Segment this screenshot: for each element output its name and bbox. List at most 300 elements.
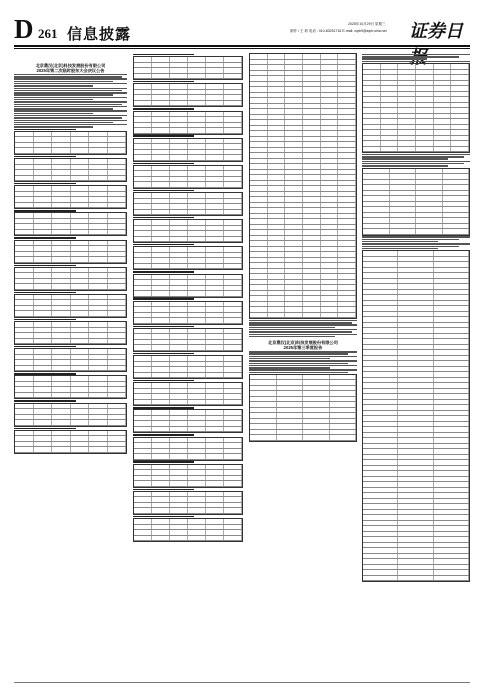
- table-cell: [285, 236, 303, 241]
- table-cell: [303, 93, 321, 98]
- text-line: [249, 320, 357, 321]
- table-cell: [285, 164, 303, 169]
- table-cell: [206, 247, 224, 252]
- table-heading: [133, 271, 194, 272]
- table-cell: [363, 86, 381, 91]
- table-cell: [134, 383, 152, 388]
- table-row: [134, 237, 242, 243]
- table-cell: [15, 148, 34, 153]
- table-cell: [224, 438, 242, 443]
- table-cell: [206, 204, 224, 209]
- table-cell: [250, 236, 268, 241]
- table-cell: [152, 389, 170, 394]
- table-cell: [434, 444, 469, 449]
- table-cell: [52, 306, 71, 311]
- table-cell: [338, 197, 356, 202]
- table-cell: [224, 237, 242, 242]
- table-cell: [224, 182, 242, 187]
- table-cell: [152, 247, 170, 252]
- table-cell: [338, 280, 356, 285]
- table-cell: [434, 339, 469, 344]
- table-cell: [434, 411, 469, 416]
- table-cell: [303, 192, 321, 197]
- table-cell: [268, 203, 286, 208]
- table-cell: [363, 262, 398, 267]
- table-cell: [224, 356, 242, 361]
- table-cell: [398, 81, 416, 86]
- table-cell: [321, 153, 339, 158]
- table-cell: [89, 404, 108, 409]
- table-cell: [71, 382, 90, 387]
- table-cell: [268, 153, 286, 158]
- table-cell: [434, 570, 469, 575]
- table-cell: [52, 192, 71, 197]
- table-cell: [398, 444, 433, 449]
- table-cell: [285, 208, 303, 213]
- table-cell: [108, 322, 127, 327]
- table-cell: [188, 57, 206, 62]
- table-cell: [71, 349, 90, 354]
- table-cell: [224, 101, 242, 106]
- table-cell: [188, 443, 206, 448]
- table-cell: [250, 104, 268, 109]
- table-cell: [152, 237, 170, 242]
- table-cell: [89, 219, 108, 224]
- table-cell: [206, 275, 224, 280]
- table-cell: [398, 262, 433, 267]
- table-cell: [268, 104, 286, 109]
- table-cell: [34, 295, 53, 300]
- table-cell: [363, 548, 398, 553]
- table-cell: [268, 71, 286, 76]
- table-cell: [268, 274, 286, 279]
- table-cell: [321, 225, 339, 230]
- table-cell: [52, 415, 71, 420]
- table-cell: [398, 400, 433, 405]
- table-cell: [303, 98, 321, 103]
- table-cell: [363, 427, 398, 432]
- table-cell: [15, 295, 34, 300]
- table-cell: [434, 147, 452, 152]
- column-4: [362, 53, 470, 678]
- table-cell: [398, 411, 433, 416]
- table-cell: [71, 366, 90, 371]
- table-cell: [224, 199, 242, 204]
- table-cell: [321, 82, 339, 87]
- table-cell: [15, 322, 34, 327]
- table-cell: [224, 476, 242, 481]
- table-cell: [434, 543, 469, 548]
- table-cell: [381, 97, 399, 102]
- table-cell: [250, 380, 277, 385]
- table-cell: [390, 218, 417, 223]
- table-cell: [250, 241, 268, 246]
- table-cell: [303, 430, 330, 435]
- table-cell: [398, 279, 433, 284]
- table-cell: [224, 139, 242, 144]
- table-cell: [224, 155, 242, 160]
- table-heading: [14, 292, 76, 293]
- table-cell: [338, 175, 356, 180]
- table-cell: [277, 397, 304, 402]
- table-cell: [188, 166, 206, 171]
- table-cell: [188, 199, 206, 204]
- table-cell: [170, 101, 188, 106]
- table-cell: [15, 143, 34, 148]
- table-cell: [224, 302, 242, 307]
- table-cell: [134, 123, 152, 128]
- table-cell: [363, 570, 398, 575]
- table-cell: [434, 114, 452, 119]
- table-cell: [188, 90, 206, 95]
- table-cell: [15, 382, 34, 387]
- table-cell: [34, 170, 53, 175]
- table-cell: [34, 252, 53, 257]
- data-table: [133, 382, 243, 406]
- table-cell: [321, 247, 339, 252]
- table-heading: [133, 135, 194, 136]
- table-cell: [303, 170, 321, 175]
- text-line: [249, 331, 352, 332]
- table-cell: [363, 130, 381, 135]
- table-cell: [15, 387, 34, 392]
- table-cell: [268, 98, 286, 103]
- table-cell: [170, 438, 188, 443]
- table-cell: [398, 422, 433, 427]
- table-cell: [451, 119, 469, 124]
- table-row: [15, 311, 126, 317]
- table-cell: [363, 565, 398, 570]
- table-cell: [277, 413, 304, 418]
- table-cell: [206, 334, 224, 339]
- data-table: [133, 246, 243, 270]
- table-cell: [434, 97, 452, 102]
- table-cell: [15, 349, 34, 354]
- table-cell: [34, 387, 53, 392]
- table-cell: [250, 197, 268, 202]
- table-row: [15, 447, 126, 453]
- table-cell: [338, 219, 356, 224]
- table-cell: [250, 93, 268, 98]
- table-cell: [170, 95, 188, 100]
- table-cell: [170, 220, 188, 225]
- table-cell: [52, 197, 71, 202]
- table-cell: [134, 334, 152, 339]
- table-cell: [71, 415, 90, 420]
- table-cell: [170, 356, 188, 361]
- table-cell: [188, 177, 206, 182]
- table-cell: [71, 279, 90, 284]
- table-cell: [206, 291, 224, 296]
- table-cell: [434, 548, 469, 553]
- table-cell: [15, 252, 34, 257]
- table-cell: [15, 159, 34, 164]
- table-cell: [321, 296, 339, 301]
- table-cell: [89, 393, 108, 398]
- table-cell: [250, 208, 268, 213]
- table-cell: [108, 192, 127, 197]
- table-cell: [434, 92, 452, 97]
- text-line: [362, 58, 427, 59]
- table-cell: [398, 477, 433, 482]
- newspaper-logo: 证券日: [409, 21, 463, 42]
- data-table: [133, 274, 243, 298]
- table-cell: [268, 120, 286, 125]
- table-cell: [52, 360, 71, 365]
- table-cell: [15, 219, 34, 224]
- table-cell: [15, 431, 34, 436]
- table-cell: [416, 180, 443, 185]
- table-row: [15, 257, 126, 263]
- table-cell: [398, 510, 433, 515]
- table-cell: [398, 559, 433, 564]
- table-cell: [71, 355, 90, 360]
- table-cell: [15, 333, 34, 338]
- table-cell: [170, 454, 188, 459]
- data-table: [133, 138, 243, 162]
- table-cell: [170, 470, 188, 475]
- table-cell: [170, 182, 188, 187]
- table-cell: [321, 109, 339, 114]
- table-cell: [250, 115, 268, 120]
- table-cell: [170, 536, 188, 541]
- table-cell: [15, 409, 34, 414]
- table-cell: [34, 186, 53, 191]
- table-cell: [134, 394, 152, 399]
- table-cell: [338, 71, 356, 76]
- table-cell: [285, 87, 303, 92]
- table-cell: [321, 98, 339, 103]
- table-heading: [133, 380, 194, 381]
- table-cell: [451, 136, 469, 141]
- table-cell: [134, 220, 152, 225]
- table-cell: [416, 70, 434, 75]
- text-line: [14, 117, 122, 118]
- table-cell: [89, 137, 108, 142]
- table-cell: [224, 443, 242, 448]
- table-cell: [152, 177, 170, 182]
- table-cell: [363, 328, 398, 333]
- table-cell: [321, 170, 339, 175]
- table-cell: [363, 229, 390, 234]
- table-cell: [206, 481, 224, 486]
- table-cell: [52, 300, 71, 305]
- table-cell: [363, 576, 398, 581]
- table-cell: [206, 193, 224, 198]
- table-cell: [134, 367, 152, 372]
- table-cell: [250, 192, 268, 197]
- table-cell: [224, 481, 242, 486]
- table-cell: [303, 203, 321, 208]
- table-cell: [170, 427, 188, 432]
- table-cell: [134, 204, 152, 209]
- table-row: [363, 147, 469, 153]
- table-cell: [89, 306, 108, 311]
- table-cell: [398, 268, 433, 273]
- table-cell: [416, 64, 434, 69]
- table-cell: [363, 460, 398, 465]
- table-cell: [134, 193, 152, 198]
- table-cell: [285, 225, 303, 230]
- table-cell: [434, 559, 469, 564]
- table-cell: [188, 503, 206, 508]
- table-row: [134, 210, 242, 216]
- table-cell: [152, 112, 170, 117]
- table-cell: [134, 155, 152, 160]
- text-line: [362, 61, 470, 62]
- table-cell: [206, 237, 224, 242]
- table-cell: [108, 148, 127, 153]
- text-line: [249, 360, 357, 361]
- table-cell: [434, 301, 469, 306]
- table-cell: [321, 280, 339, 285]
- table-cell: [250, 408, 277, 413]
- table-cell: [134, 253, 152, 258]
- table-cell: [15, 257, 34, 262]
- table-cell: [250, 126, 268, 131]
- table-cell: [250, 203, 268, 208]
- table-cell: [152, 286, 170, 291]
- table-cell: [108, 279, 127, 284]
- table-cell: [170, 204, 188, 209]
- table-cell: [152, 182, 170, 187]
- table-row: [15, 366, 126, 372]
- table-cell: [268, 291, 286, 296]
- table-cell: [52, 257, 71, 262]
- table-cell: [71, 159, 90, 164]
- table-cell: [398, 141, 416, 146]
- table-cell: [71, 143, 90, 148]
- table-cell: [224, 90, 242, 95]
- table-cell: [134, 307, 152, 312]
- table-cell: [268, 296, 286, 301]
- table-cell: [224, 383, 242, 388]
- table-cell: [434, 251, 469, 256]
- table-cell: [434, 488, 469, 493]
- table-cell: [268, 241, 286, 246]
- table-cell: [52, 311, 71, 316]
- table-cell: [363, 323, 398, 328]
- table-cell: [170, 492, 188, 497]
- table-cell: [250, 214, 268, 219]
- table-cell: [398, 433, 433, 438]
- table-cell: [206, 373, 224, 378]
- table-cell: [338, 164, 356, 169]
- table-heading: [133, 461, 194, 462]
- table-cell: [398, 471, 433, 476]
- table-cell: [89, 170, 108, 175]
- table-cell: [224, 280, 242, 285]
- table-cell: [268, 164, 286, 169]
- table-cell: [268, 225, 286, 230]
- table-cell: [363, 554, 398, 559]
- table-cell: [71, 186, 90, 191]
- table-cell: [363, 224, 390, 229]
- table-cell: [330, 408, 357, 413]
- table-cell: [398, 449, 433, 454]
- table-cell: [188, 302, 206, 307]
- table-cell: [89, 203, 108, 208]
- table-cell: [363, 185, 390, 190]
- table-cell: [71, 404, 90, 409]
- table-cell: [224, 519, 242, 524]
- table-cell: [398, 130, 416, 135]
- table-cell: [250, 98, 268, 103]
- table-cell: [134, 171, 152, 176]
- table-cell: [71, 306, 90, 311]
- table-cell: [206, 345, 224, 350]
- table-cell: [303, 313, 321, 318]
- table-cell: [285, 291, 303, 296]
- column-2-body: [133, 54, 243, 542]
- table-cell: [285, 71, 303, 76]
- table-cell: [89, 284, 108, 289]
- table-cell: [108, 333, 127, 338]
- table-cell: [416, 108, 434, 113]
- table-cell: [268, 186, 286, 191]
- table-cell: [188, 63, 206, 68]
- table-cell: [398, 97, 416, 102]
- table-cell: [170, 57, 188, 62]
- table-cell: [188, 383, 206, 388]
- table-cell: [363, 108, 381, 113]
- table-cell: [398, 136, 416, 141]
- table-cell: [52, 322, 71, 327]
- table-heading: [14, 346, 76, 347]
- table-row: [134, 182, 242, 188]
- data-table: [362, 168, 470, 236]
- table-cell: [188, 476, 206, 481]
- data-table: [14, 212, 127, 236]
- table-cell: [152, 334, 170, 339]
- table-cell: [434, 521, 469, 526]
- table-cell: [108, 311, 127, 316]
- table-cell: [268, 302, 286, 307]
- table-cell: [398, 554, 433, 559]
- table-cell: [321, 164, 339, 169]
- table-cell: [434, 477, 469, 482]
- table-cell: [363, 97, 381, 102]
- table-cell: [277, 375, 304, 380]
- data-table: [14, 430, 127, 454]
- table-cell: [34, 366, 53, 371]
- table-cell: [152, 329, 170, 334]
- table-cell: [363, 350, 398, 355]
- table-cell: [363, 477, 398, 482]
- table-cell: [285, 98, 303, 103]
- table-cell: [443, 191, 470, 196]
- table-cell: [134, 63, 152, 68]
- table-cell: [285, 214, 303, 219]
- table-cell: [285, 170, 303, 175]
- table-cell: [285, 115, 303, 120]
- table-cell: [303, 208, 321, 213]
- table-cell: [434, 378, 469, 383]
- table-cell: [303, 435, 330, 440]
- table-cell: [363, 422, 398, 427]
- table-cell: [188, 497, 206, 502]
- table-heading: [133, 298, 194, 299]
- table-cell: [303, 104, 321, 109]
- table-cell: [398, 119, 416, 124]
- table-cell: [108, 409, 127, 414]
- table-heading: [14, 319, 76, 320]
- table-cell: [134, 302, 152, 307]
- table-cell: [34, 213, 53, 218]
- table-cell: [206, 525, 224, 530]
- table-cell: [52, 203, 71, 208]
- table-cell: [338, 153, 356, 158]
